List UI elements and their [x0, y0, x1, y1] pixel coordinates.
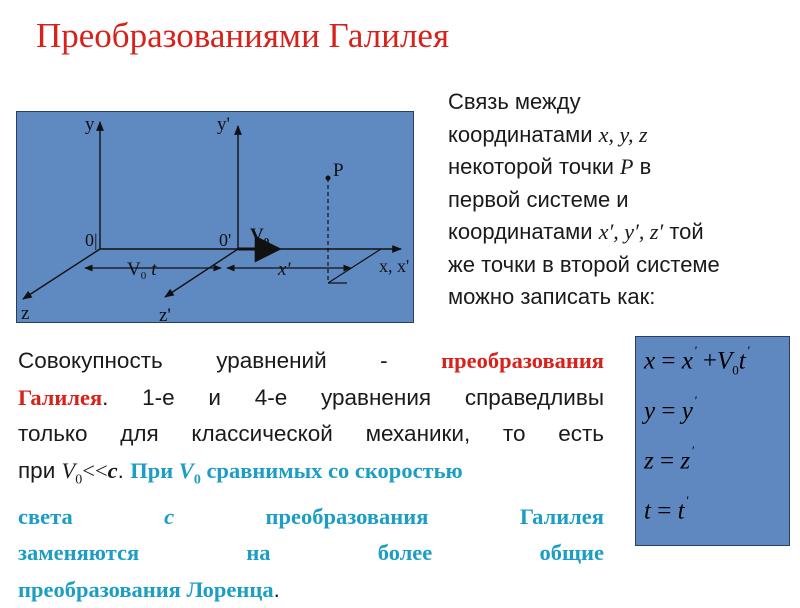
z-axis: [23, 249, 100, 299]
label-z-prime: z': [159, 305, 171, 324]
relation-line-2: координатами x, y, z: [448, 119, 788, 152]
label-z: z: [21, 303, 29, 324]
relation-line-4: первой системе и: [448, 184, 788, 217]
relation-line-3: некоторой точки P в: [448, 151, 788, 184]
relation-line-1: Связь между: [448, 86, 788, 119]
label-origin-prime: 0': [219, 230, 231, 250]
label-x-axes: x, x': [379, 256, 409, 276]
explanation-line-1: Совокупность уравнений - преобразования: [18, 343, 604, 380]
relation-line-7: можно записать как:: [448, 281, 788, 314]
slide-title: Преобразованиями Галилея: [36, 16, 449, 56]
explanation-line-2: Галилея. 1-е и 4-е уравнения справедливы: [18, 380, 604, 417]
relation-description: [448, 86, 788, 314]
equation-t: t = t': [644, 497, 688, 525]
label-y-prime: y': [217, 114, 230, 135]
relation-line-6: же точки в второй системе: [448, 249, 788, 282]
label-origin: 0|: [85, 230, 98, 250]
label-p: P: [333, 160, 344, 181]
explanation-line-4: при $V_0<<c$. При $V_0$ сравнимых со скоростью: [18, 453, 604, 499]
galileo-explanation: [18, 343, 604, 608]
point-p: [326, 176, 331, 181]
equation-z: z = z': [644, 447, 694, 475]
explanation-line-7: преобразования Лоренца.: [18, 572, 604, 608]
relation-line-5: координатами x′, y′, z′ той: [448, 216, 788, 249]
label-y: y: [85, 114, 95, 135]
diagram-canvas: [17, 112, 415, 324]
p-projection-diagonal: [328, 249, 381, 283]
z-prime-axis: [165, 249, 238, 297]
equation-x: $x = x' +V_0t'$: [644, 347, 749, 378]
label-x-prime: x': [277, 259, 291, 280]
label-v0: $V_0$: [250, 225, 270, 248]
explanation-line-5: света c преобразования Галилея: [18, 499, 604, 536]
coordinate-systems-diagram: [16, 111, 414, 323]
explanation-line-3: только для классической механики, то есть: [18, 416, 604, 453]
explanation-line-6: заменяются на более общие: [18, 535, 604, 572]
equation-y: y = y': [644, 397, 697, 425]
equations-panel: [635, 336, 790, 546]
label-v0t: $V_0$ t: [127, 259, 157, 282]
